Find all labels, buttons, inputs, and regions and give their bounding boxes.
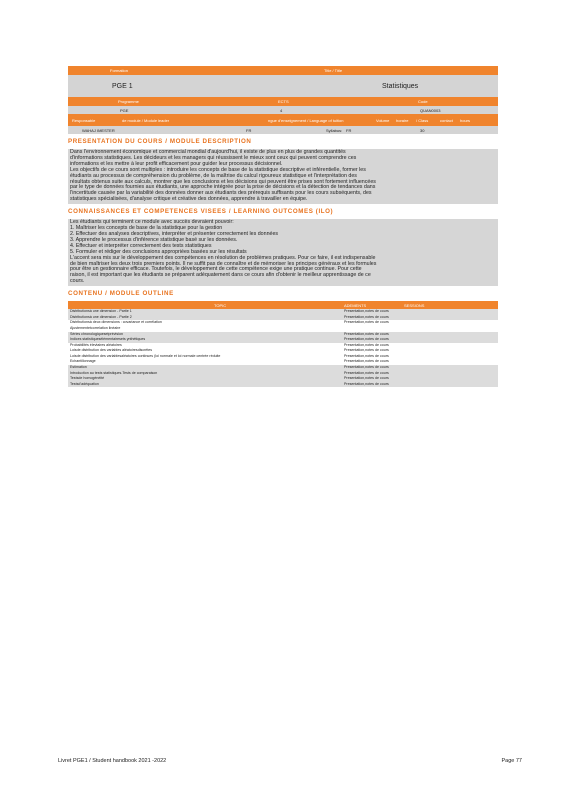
outline-table (68, 309, 498, 387)
topic-cell: Distributionsà deux dimensions : covariance et corrélation (70, 320, 162, 325)
support-cell: Presentation,notes de cours (344, 376, 389, 381)
footer-page: Page 77 (501, 758, 522, 764)
topic-cell: Séries chronologiquesetprévision (70, 331, 123, 336)
sessions-header: SESSIONS (404, 302, 425, 308)
code-value: QUAN0003 (420, 107, 441, 113)
module-subject: Statistiques (382, 82, 419, 90)
topic-cell: Testsde homogénéité (70, 376, 105, 381)
topic-cell: Distributionsà une dimension - Partie 1 (70, 309, 132, 314)
programme-label-bar (68, 97, 498, 106)
topic-cell: Loisde distribution des variablesaléatoires continues (loi normale et loi normale centrée réduite (70, 353, 221, 358)
topic-header: TOPIC (214, 302, 227, 308)
topic-cell: Ajustementetcorrelation linéaire (70, 325, 121, 330)
support-cell: Presentation,notes de cours (344, 342, 389, 347)
topic-cell: Distributionsà une dimension - Partie 2 (70, 314, 132, 319)
support-cell: Presentation,notes de cours (344, 365, 389, 370)
programme-values-row (68, 106, 498, 114)
page-footer (58, 758, 522, 764)
table-row (68, 382, 498, 388)
formation-label: Formation (110, 68, 129, 73)
presentation-heading: PRESENTATION DU COURS / MODULE DESCRIPTION (68, 138, 252, 145)
adements-header: ADEMENTS (344, 302, 367, 308)
support-cell: Presentation,notes de cours (344, 331, 389, 336)
code-label: Code (418, 99, 428, 104)
title-label: Title / Title (324, 68, 343, 73)
module-code: PGE 1 (112, 82, 133, 90)
hours-value: 30 (420, 127, 425, 133)
module-title-row (68, 75, 498, 97)
support-cell: Presentation,notes de cours (344, 309, 389, 314)
support-cell: Presentation,notes de cours (344, 370, 389, 375)
support-cell: Presentation,notes de cours (344, 320, 389, 325)
support-cell: Presentation,notes de cours (344, 353, 389, 358)
programme-value: PGE (120, 107, 129, 113)
ects-label: ECTS (278, 99, 289, 104)
topic-cell: Testsd'adéquation (70, 381, 99, 386)
responsable-label-bar: Responsable de module / Module leader ngue d'enseignement / Language of tuition Volume horaire / Class contact hours (68, 114, 498, 126)
responsable-values-row (68, 126, 498, 134)
topic-cell: Loisde distribution des variables aléatoiresdiscrètes (70, 348, 153, 353)
topic-cell: Indices statistiquesélémentairesets ynthétiques (70, 337, 146, 342)
topic-cell: Probabilités élevtaires aléatoires (70, 342, 122, 347)
support-cell: Presentation,notes de cours (344, 359, 389, 364)
footer-left: Livret PGE1 / Student handbook 2021 -2022 (58, 758, 167, 764)
language-value: FR (246, 127, 252, 133)
ects-value: 4 (280, 107, 283, 113)
topic-cell: Estimation (70, 365, 87, 370)
support-cell: Presentation,notes de cours (344, 314, 389, 319)
header-label-bar (68, 66, 498, 75)
topic-cell: Echantillonnage (70, 359, 96, 364)
contenu-heading: CONTENU / MODULE OUTLINE (68, 290, 174, 298)
syllabus-sheet (68, 66, 498, 387)
responsable-label: Responsable (72, 117, 96, 123)
presentation-text: Dans l'environnement économique et commercial mondial d'aujourd'hui, il existe de plus en plus de grandes quantités d'informations statistiques. Les décideurs et les managers qui réussissent le mieux sont ceux qui peuvent comprendre ces informations et les mettre à leur profit efficacement pour guider leur processus décisionnel. Les objectifs de ce cours sont multiples : introduire les concepts de base de la statistique descriptive et inférentielle, former les étudiants au processus de compréhension du problème, de la maîtrise du calcul rigoureux statistique et l'interprétation des résultats obtenus suite aux calculs, montrer que les conclusions et les décisions qui peuvent être prises sont fortement influencées par le type de données fournies aux étudiants, une approche intégrée pour la prise de décisions et la détection de tendances dans l'incertitude causée par la variabilité des données donner aux étudiants des prérequis suffisants pour les cours subséquents, des statistiques spécialisées, d'analyse critique et créative des données, apprendre à travailler en équipe. (68, 149, 498, 204)
ilo-heading: CONNAISSANCES ET COMPETENCES VISEES / LEARNING OUTCOMES (ILO) (68, 208, 334, 216)
leader-value: WAHAJ IMESTER (82, 127, 115, 133)
topic-cell: Introduction au tests statistiques.Tests de comparaison (70, 370, 158, 375)
support-cell: Presentation,notes de cours (344, 348, 389, 353)
ilo-text: Les étudiants qui terminent ce module avec succès devraient pouvoir: 1. Maîtriser les concepts de base de la statistique pour la gestion 2. Effectuer des analyses descriptives, interpréter et présenter correctement les données 3. Apprendre le processus d'inférence statistique basé sur les données. 4. Effectuer et interpréter correctement des tests statistiques 5. Formuler et rédiger des conclusions appropriées basées sur les résultats L'accent sera mis sur le développement des compétences en résolution de problèmes pratiques. Pour ce faire, il est indispensable de bien maîtriser les deux trois premiers points. Il ne suffit pas de connaître et de mémoriser les principes généraux et les formules pour être un gestionnaire efficace. Toutefois, le développement de cette compétence exige une pratique continue. Pour cette raison, il est important que les étudiants se préparent adéquatement dans ce cours afin d'obtenir le meilleur apprentissage de ce cours. (68, 219, 498, 286)
language-label: ngue d'enseignement / Language of tuition (268, 117, 344, 123)
programme-label: Programme (118, 99, 139, 104)
syllabus-label: Syllabus: (326, 127, 343, 133)
support-cell: Presentation,notes de cours (344, 381, 389, 386)
syllabus-value: FR (346, 127, 352, 133)
support-cell: Presentation,notes de cours (344, 337, 389, 342)
outline-header-bar (68, 301, 498, 309)
sessions-cell (404, 382, 498, 388)
